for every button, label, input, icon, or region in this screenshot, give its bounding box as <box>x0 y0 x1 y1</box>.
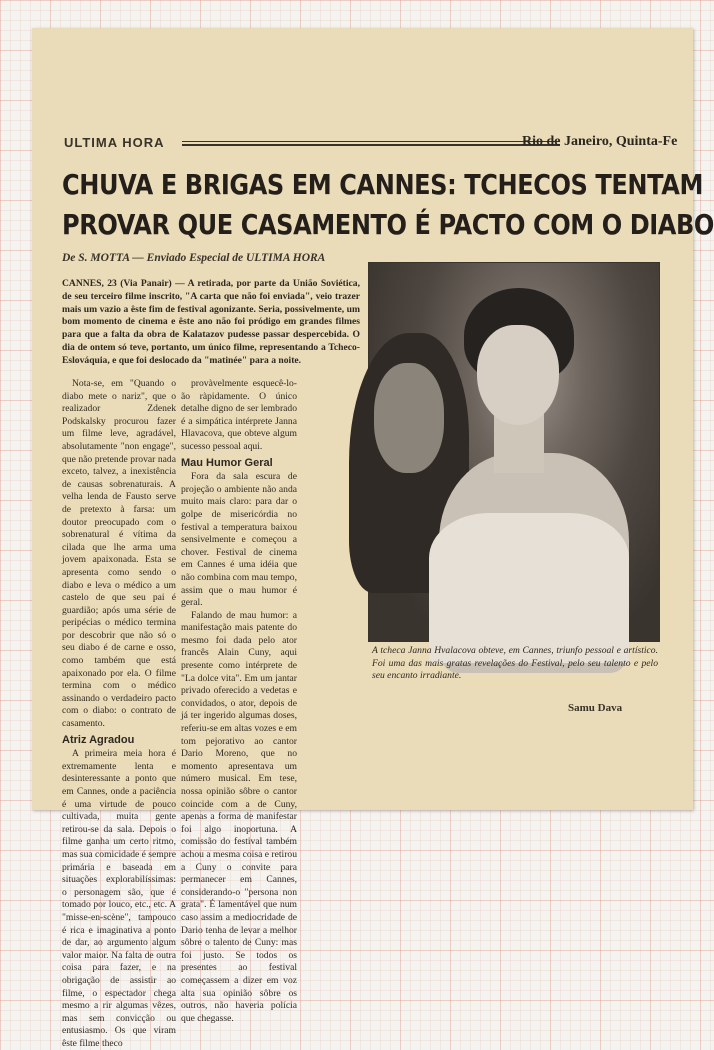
photo-caption: A tcheca Janna Hvalacova obteve, em Cannes, triunfo pessoal e artístico. Foi uma das mais gratas revelações do Festival, pelo seu talento e pelo seu encanto irradiante. <box>372 645 658 681</box>
photo-man-face <box>374 363 444 473</box>
place-date: Rio de Janeiro, Quinta-Fe <box>522 134 678 149</box>
article-column-2 <box>181 378 297 1025</box>
section-title: ULTIMA HORA <box>64 135 165 150</box>
actress-photo <box>368 262 660 642</box>
column-1-paragraph-1: Nota-se, em "Quando o diabo mete o nariz", que o realizador Zdenek Podskalsky procurou fazer um filme leve, agradável, absolutamente "non engage", que não pretende provar nada exceto, talvez, a inexistência de causas sobrenaturais. A velha lenda de Fausto serve de pretexto à farsa: um doutor preocupado com o sobrenatural é vítima da cilada que lhe arma uma jovem apaixonada. Esta se apresenta como sendo o diabo e leva o médico a um castelo de que seu pai é guardião; após uma série de peripécias o médico termina por descobrir que não só o seu diabo é de carne e osso, como também que está apaixonado por ela. O filme termina com o médico assinando o verdadeiro pacto com o diabo: o contrato de casamento. <box>62 378 176 730</box>
photo-woman-face <box>477 325 559 425</box>
photo-woman-dress <box>429 513 629 663</box>
column-2-paragraph-2: Fora da sala escura de projeção o ambiente não anda muito mais claro: para dar o golpe de misericórdia no festival a temperatura baixou sensivelmente e começou a chover. Festival de cinema em Cannes é uma idéia que não combina com mau tempo, assim que o mau humor é geral. <box>181 471 297 609</box>
masthead-rule <box>182 141 560 146</box>
footer-fragment: Samu Dava <box>568 702 623 714</box>
column-1-paragraph-2: A primeira meia hora é extremamente lenta e desinteressante a ponto que em Cannes, onde a paciência é uma virtude de pouco cultivada, muita gente retirou-se da sala. Depois o filme ganha um certo ritmo, mas sua comicidade é sempre primária e baseada em situações explorabilíssimas: o personagem são, que é tomado por louco, etc., etc. A "misse-en-scène", tampouco é rica e imaginativa a ponto de dar, ao argumento algum valor maior. Na falta de outra coisa para fazer, e na obrigação de assistir ao filme, o espectador chega mesmo a rir algumas vêzes, mas sem convicção ou entusiasmo. Os que viram êste filme theco <box>62 748 177 1049</box>
column-2-paragraph-1: provàvelmente esquecê-lo-ão ràpidamente. O único detalhe digno de ser lembrado é a simpática intérprete Janna Hlavacova, que obteve algum sucesso pessoal aqui. <box>181 378 297 452</box>
byline: De S. MOTTA — Enviado Especial de ULTIMA HORA <box>62 252 326 264</box>
headline <box>62 165 714 245</box>
column-2-paragraph-3: Falando de mau humor: a manifestação mais patente do mesmo foi dada pelo ator francês Alain Cuny, aqui presente como intérprete de "La dolce vita". Em um jantar privado oferecido a vedetas e convidados, o ator, depois de já ter ingerido algumas doses, referiu-se em altas vozes e em tom pejorativo ao cantor Dario Moreno, que no momento apresentava um número musical. Em tese, nossa opinião sôbre o cantor coincide com a de Cuny, apenas a forma de manifestar foi algo inoportuna. A comissão do festival também achou a mesma coisa e retirou a Cuny o convite para permanecer em Cannes, considerando-o "persona non grata". É lamentável que num caso assim a mediocridade de Dario tenha de levar a melhor sôbre o talento de Cuny: mas foi justo. Se todos os presentes ao festival começassem a dizer em voz alta sua opinião sôbre os outros, não haveria polícia que chegasse. <box>181 609 297 1024</box>
headline-line-2: PROVAR QUE CASAMENTO É PACTO COM O DIABO <box>62 208 714 241</box>
masthead <box>64 135 704 157</box>
headline-line-1: CHUVA E BRIGAS EM CANNES: TCHECOS TENTAM <box>62 168 703 201</box>
subheading-atriz-agradou: Atriz Agradou <box>62 733 135 746</box>
article-column-1 <box>62 378 176 1050</box>
subheading-mau-humor-geral: Mau Humor Geral <box>181 456 273 469</box>
lead-paragraph: CANNES, 23 (Via Panair) — A retirada, por parte da União Soviética, de seu terceiro filme inscrito, "A carta que não foi enviada", veio trazer mais um vazio a êste fim de festival agonizante. Seria, possivelmente, um bom momento de cinema e êste ano não foi pródigo em grandes filmes para que a falta da obra de Kalatazov pudesse passar despercebida. O dia de ontem só teve, portanto, um único filme, representando a Tcheco-Eslováquia, e que foi deslocado da "matinée" para a noite. <box>62 278 360 366</box>
